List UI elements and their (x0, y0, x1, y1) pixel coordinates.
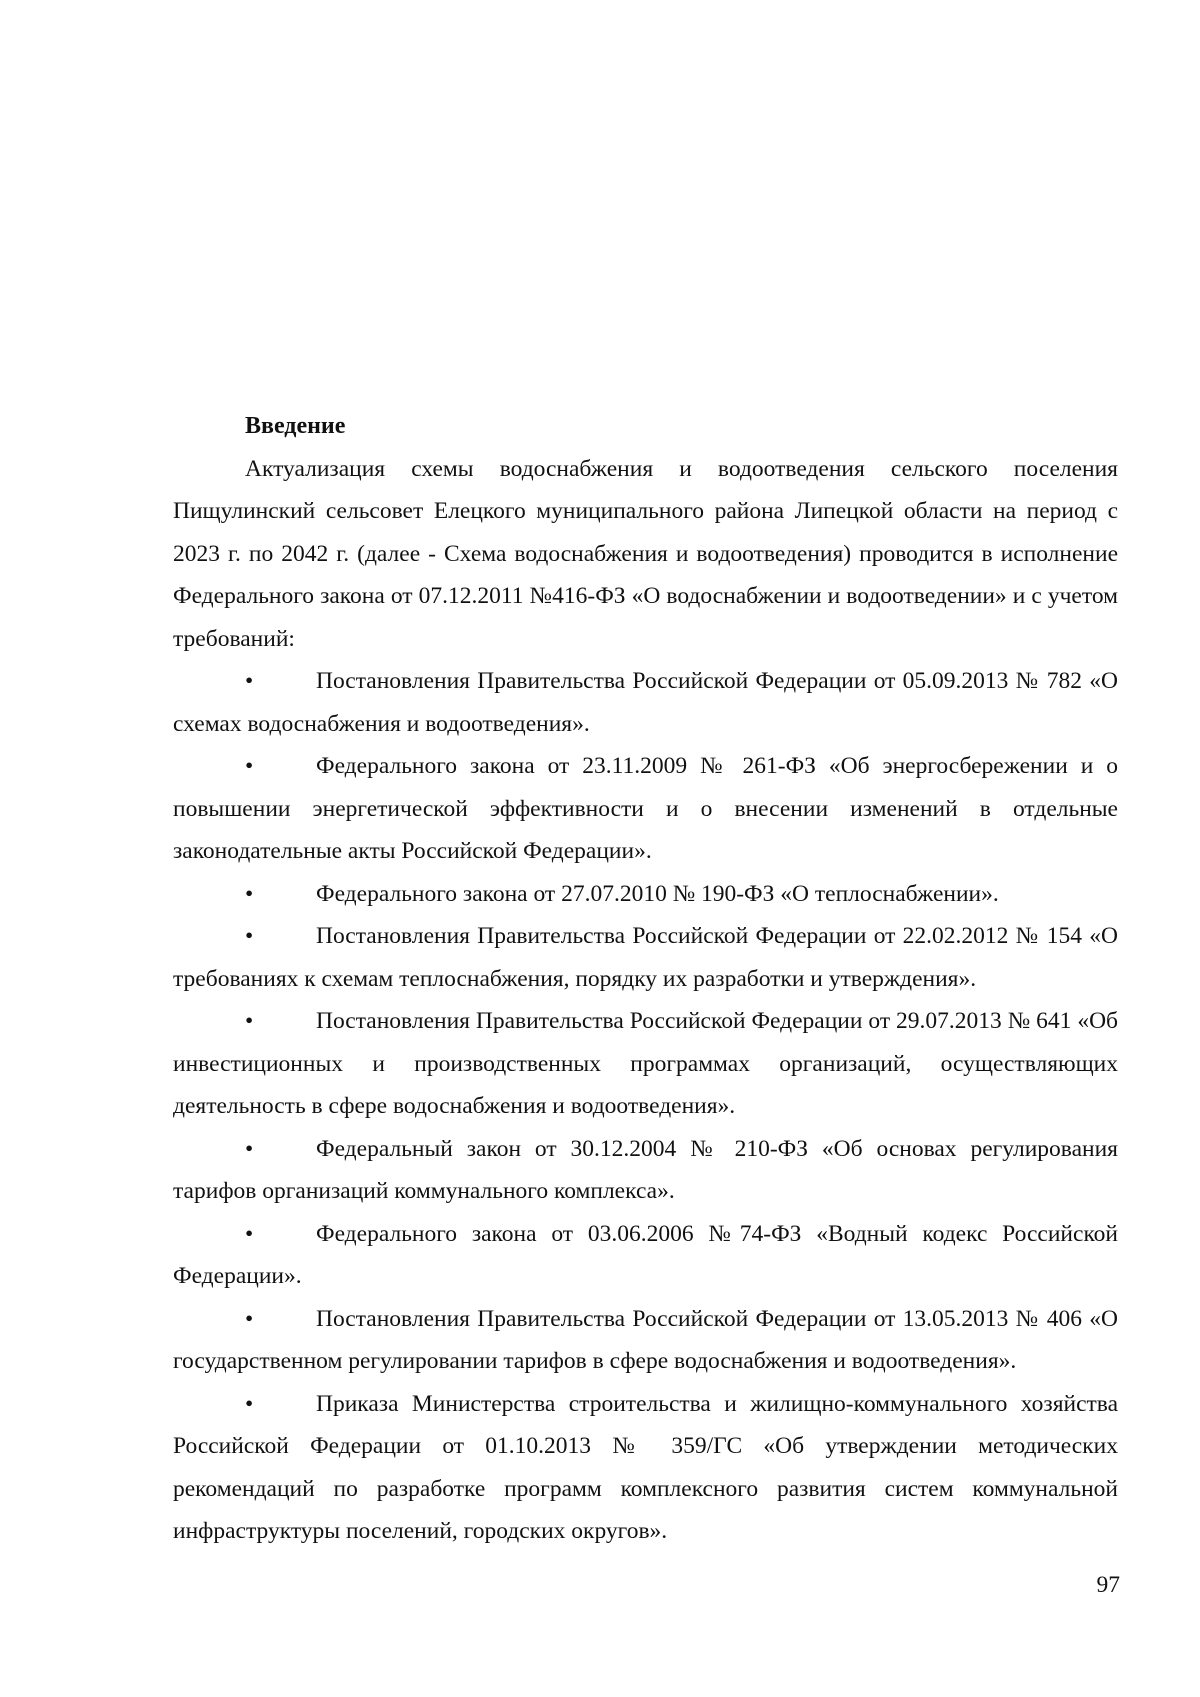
bullet-icon: • (245, 1305, 254, 1332)
bullet-icon: • (245, 668, 254, 694)
bullet-icon: • (245, 880, 254, 907)
list-item-text: Федерального закона от 27.07.2010 № 190-ФЗ «О теплоснабжении». (316, 880, 999, 907)
bullet-icon: • (245, 1135, 254, 1162)
list-item (173, 1298, 1118, 1383)
list-item-text: Постановления Правительства Российской Федерации от 05.09.2013 № 782 «О схемах водоснабжения и водоотведения». (173, 668, 1118, 737)
list-item (173, 873, 1118, 916)
list-item (173, 745, 1118, 873)
list-item (173, 1383, 1118, 1553)
section-heading: Введение (245, 413, 346, 439)
list-item-text: Приказа Министерства строительства и жилищно-коммунального хозяйства Российской Федерации от 01.10.2013 № 359/ГС «Об утверждении методических рекомендаций по разработке программ комплексного развития систем коммунальной инфраструктуры поселений, городских округов». (173, 1390, 1118, 1544)
list-item (173, 1213, 1118, 1298)
list-item-text: Федеральный закон от 30.12.2004 № 210-ФЗ «Об основах регулирования тарифов организаций коммунального комплекса». (173, 1135, 1118, 1204)
list-item-text: Постановления Правительства Российской Федерации от 29.07.2013 № 641 «Об инвестиционных и производственных программах организаций, осуществляющих деятельность в сфере водоснабжения и водоотведения». (173, 1008, 1118, 1119)
intro-paragraph: Актуализация схемы водоснабжения и водоотведения сельского поселения Пищулинский сельсовет Елецкого муниципального района Липецкой области на период с 2023 г. по 2042 г. (далее - Схема водоснабжения и водоотведения) проводится в исполнение Федерального закона от 07.12.2011 №416-ФЗ «О водоснабжении и водоотведении» и с учетом требований: (173, 455, 1118, 652)
list-item (173, 1128, 1118, 1213)
list-item-text: Постановления Правительства Российской Федерации от 22.02.2012 № 154 «О требованиях к схемам теплоснабжения, порядку их разработки и утверждения». (173, 923, 1118, 992)
list-item-text: Федерального закона от 23.11.2009 № 261-ФЗ «Об энергосбережении и о повышении энергетической эффективности и о внесении изменений в отдельные законодательные акты Российской Федерации». (173, 753, 1118, 864)
bullet-icon: • (245, 923, 254, 949)
bullet-icon: • (245, 1220, 254, 1247)
list-item-text: Федерального закона от 03.06.2006 №74-ФЗ «Водный кодекс Российской Федерации». (173, 1220, 1118, 1289)
bullet-icon: • (245, 1008, 254, 1034)
list-item (173, 660, 1118, 745)
bullet-icon: • (245, 1390, 254, 1417)
list-item-text: Постановления Правительства Российской Федерации от 13.05.2013 № 406 «О государственном регулировании тарифов в сфере водоснабжения и водоотведения». (173, 1305, 1118, 1374)
page-number: 97 (1096, 1572, 1120, 1598)
list-item (173, 915, 1118, 1000)
bullet-icon: • (245, 753, 254, 779)
page-content (173, 405, 1118, 1553)
list-item (173, 1000, 1118, 1128)
